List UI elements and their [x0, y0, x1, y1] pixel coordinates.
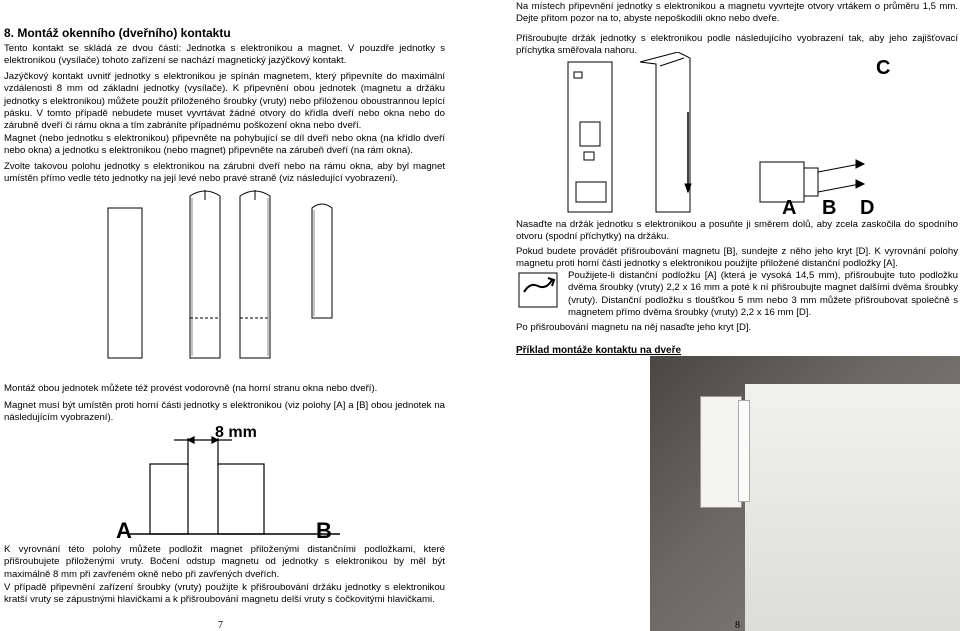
label-a: A — [116, 518, 132, 543]
distance-diagram — [110, 420, 360, 545]
paragraph-magnet-cover: Pokud budete provádět přišroubování magnetu [B], sundejte z něho jeho kryt [D]. K vyrovnání polohy magnetu proti horní části jednotky s elektronikou použijte přiložené distanční podložky [A]. — [516, 246, 958, 270]
photo-caption: Příklad montáže kontaktu na dveře — [516, 345, 682, 356]
paragraph-position: Zvolte takovou polohu jednotky s elektronikou na zárubni dveří nebo na rámu okna, aby byl magnet umístěn přímo vedle této jednotky na její levé nebo pravé straně (viz následující vyobrazení). — [4, 161, 445, 185]
page-number-left: 7 — [218, 620, 223, 631]
paragraph-horizontal: Montáž obou jednotek můžete též provést vodorovně (na horní stranu okna nebo dveří). — [4, 383, 378, 394]
label-d: D — [860, 197, 875, 219]
paragraph-slide-unit: Nasaďte na držák jednotku s elektronikou a posuňte ji směrem dolů, aby zcela zaskočila do spodního otvoru (spodní příchytky) na držáku. — [516, 219, 958, 243]
section-heading: 8. Montáž okenního (dveřního) kontaktu — [4, 26, 231, 40]
page-number-right: 8 — [735, 620, 740, 631]
holder-assembly-illustration — [560, 52, 900, 220]
door-mounting-photo — [650, 356, 960, 631]
label-b: B — [316, 518, 332, 543]
paragraph-spacer: Použijete-li distanční podložku [A] (která je vysoká 14,5 mm), přišroubujte tuto podložku dvěma šroubky (vruty) 2,2 x 16 mm a poté k ní přišroubujte magnet dalšími dvěma šroubky (vruty). Distanční podložku s tloušťkou 5 mm nebo 3 mm můžete přišroubovat společně s magnetem přímo dvěma šroubky (vruty) 2,2 x 16 mm [D]. — [568, 270, 958, 318]
paragraph-magnet-placement: Magnet (nebo jednotku s elektronikou) připevněte na pohybující se díl dveří nebo okna (na křídlo dveří nebo okna) a jednotku s elektronikou (nebo magnet) připevněte na zárubeň dveří (na rám okna). — [4, 133, 445, 157]
paragraph-alignment: K vyrovnání této polohy můžete podložit magnet přiloženými distančními podložkami, které přišroubujete přiloženými vruty. Bočení odstup magnetu od jednotky s elektronikou by měl být maximálně 8 mm při zavřeném okně nebo při zavřených dveřích. — [4, 544, 445, 580]
paragraph-attach-cover: Po přišroubování magnetu na něj nasaďte jeho kryt [D]. — [516, 322, 752, 333]
paragraph-reed-contact: Jazýčkový kontakt uvnitř jednotky s elektronikou je spínán magnetem, který připevníte do maximální vzdálenosti 8 mm od základní jednotky (vysílače). K připevnění obou jednotek (magnetu a držáku jednotky s elektronikou) můžete použít přiloženého šroubky (vruty) nebo přiloženou oboustrannou lepící pásku. V tomto případě nebudete muset vyvrtávat žádné otvory do křídla dveří nebo okna nebo do zárubně dveří či rámu okna a tím zabráníte případnému poškození okna nebo dveří. — [4, 71, 445, 132]
label-a-right: A — [782, 197, 797, 219]
unit-side-views-illustration — [100, 186, 360, 376]
label-b-right: B — [822, 197, 837, 219]
paragraph-drilling: Na místech připevnění jednotky s elektronikou a magnetu vyvrtejte otvory vrtákem o průměru 1,5 mm. Dejte přitom pozor na to, abyste nepoškodili okno nebo dveře. — [516, 1, 958, 25]
dimension-label: 8 mm — [215, 424, 257, 441]
paragraph-magnet-top: Magnet musí být umístěn proti horní části jednotky s elektronikou (viz polohy [A] a [B] obou jednotek na následujícím vyobrazení). — [4, 400, 445, 424]
paragraph-holder: Přišroubujte držák jednotky s elektronikou podle následujícího vyobrazení tak, aby jeho zajišťovací příchytka směřovala nahoru. — [516, 33, 958, 57]
paragraph-screws: V případě připevnění zařízení šroubky (vruty) použijte k přišroubování držáku jednotky s elektronikou kratší vruty se zápustnými hlavičkami a k přišroubování magnetu delší vruty s čočkovitými hlavičkami. — [4, 582, 445, 606]
warning-icon — [518, 272, 558, 308]
label-c: C — [876, 57, 891, 79]
paragraph-intro: Tento kontakt se skládá ze dvou částí: Jednotka s elektronikou a magnet. V pouzdře jednotky s elektronikou (vysílače) tohoto zařízení se nachází magnetický jazýčkový kontakt. — [4, 43, 445, 67]
